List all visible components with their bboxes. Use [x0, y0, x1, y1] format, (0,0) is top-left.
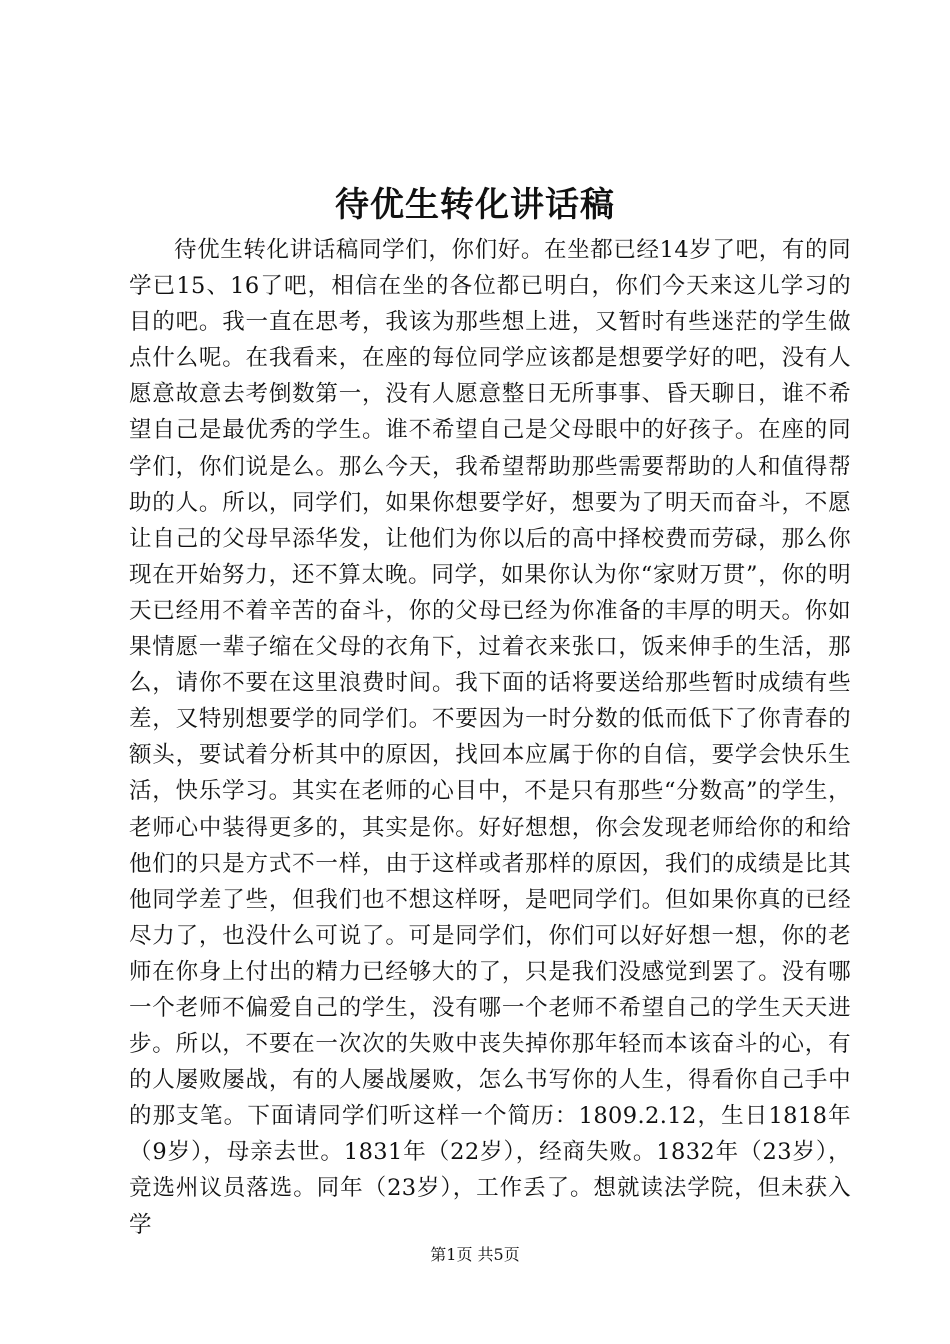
document-body-text: 待优生转化讲话稿同学们，你们好。在坐都已经14岁了吧，有的同学已15、16了吧，相信在坐的各位都已明白，你们今天来这儿学习的目的吧。我一直在思考，我该为那些想上进，又暂时有些迷茫的学生做点什么呢。在我看来，在座的每位同学应该都是想要学好的吧，没有人愿意故意去考倒数第一，没有人愿意整日无所事事、昏天聊日，谁不希望自己是最优秀的学生。谁不希望自己是父母眼中的好孩子。在座的同学们，你们说是么。那么今天，我希望帮助那些需要帮助的人和值得帮助的人。所以，同学们，如果你想要学好，想要为了明天而奋斗，不愿让自己的父母早添华发，让他们为你以后的高中择校费而劳碌，那么你现在开始努力，还不算太晚。同学，如果你认为你“家财万贯”，你的明天已经用不着辛苦的奋斗，你的父母已经为你准备的丰厚的明天。你如果情愿一辈子缩在父母的衣角下，过着衣来张口，饭来伸手的生活，那么，请你不要在这里浪费时间。我下面的话将要送给那些暂时成绩有些差，又特别想要学的同学们。不要因为一时分数的低而低下了你青春的额头，要试着分析其中的原因，找回本应属于你的自信，要学会快乐生活，快乐学习。其实在老师的心目中，不是只有那些“分数高”的学生，老师心中装得更多的，其实是你。好好想想，你会发现老师给你的和给他们的只是方式不一样，由于这样或者那样的原因，我们的成绩是比其他同学差了些，但我们也不想这样呀，是吧同学们。但如果你真的已经尽力了，也没什么可说了。可是同学们，你们可以好好想一想，你的老师在你身上付出的精力已经够大的了，只是我们没感觉到罢了。没有哪一个老师不偏爱自己的学生，没有哪一个老师不希望自己的学生天天进步。所以，不要在一次次的失败中丧失掉你那年轻而本该奋斗的心，有的人屡败屡战，有的人屡战屡败，怎么书写你的人生，得看你自己手中的那支笔。下面请同学们听这样一个简历：1809.2.12，生日1818年（9岁），母亲去世。1831年（22岁），经商失败。1832年（23岁），竞选州议员落选。同年（23岁），工作丢了。想就读法学院，但未获入学 — [129, 237, 851, 1238]
page-footer: 第1页 共5页 — [430, 1245, 520, 1264]
document-title: 待优生转化讲话稿 — [335, 185, 615, 225]
